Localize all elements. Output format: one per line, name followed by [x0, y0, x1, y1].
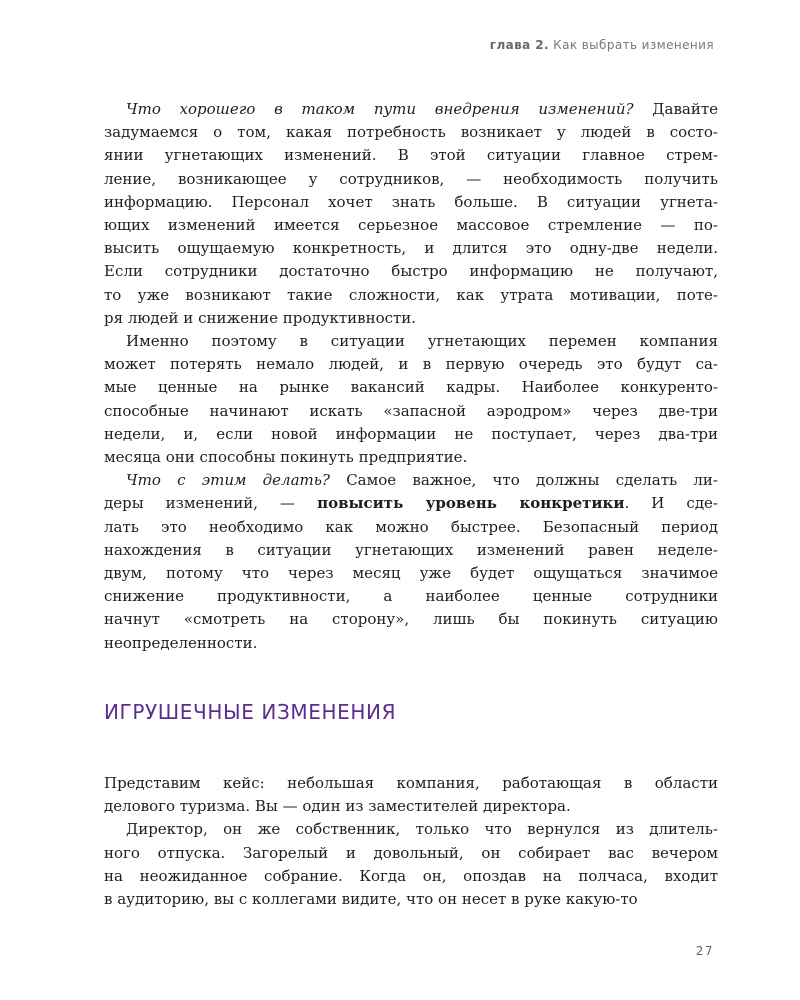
- text-line: [104, 492, 718, 515]
- text-segment: на неожиданное собрание. Когда он, опоздав на полчаса, входит: [104, 866, 718, 885]
- text-line: [104, 168, 718, 191]
- text-line: [104, 446, 718, 469]
- body-text-block-2: [104, 772, 718, 911]
- text-segment: задумаемся о том, какая потребность возникает у людей в состо-: [104, 123, 718, 142]
- text-segment: месяца они способны покинуть предприятие.: [104, 448, 468, 467]
- body-text-block-1: [104, 98, 718, 655]
- text-segment: начнут «смотреть на сторону», лишь бы покинуть ситуацию: [104, 610, 718, 629]
- text-segment: ря людей и снижение продуктивности.: [104, 308, 417, 327]
- text-segment: снижение продуктивности, а наиболее ценные сотрудники: [104, 587, 718, 606]
- text-line: [104, 237, 718, 260]
- text-segment: лать это необходимо как можно быстрее. Безопасный период: [104, 517, 718, 536]
- text-line: [104, 562, 718, 585]
- paragraph: [104, 772, 718, 818]
- running-header: [490, 38, 714, 52]
- text-segment: Именно поэтому в ситуации угнетающих перемен компания: [126, 332, 718, 351]
- text-segment: информацию. Персонал хочет знать больше. В ситуации угнета-: [104, 192, 718, 211]
- text-segment: Директор, он же собственник, только что вернулся из длитель-: [126, 820, 718, 839]
- text-line: [104, 423, 718, 446]
- bold-text: повысить уровень конкретики: [317, 494, 625, 513]
- text-line: [104, 214, 718, 237]
- text-segment: янии угнетающих изменений. В этой ситуации главное стрем-: [104, 146, 718, 165]
- text-line: [104, 772, 718, 795]
- text-segment: нахождения в ситуации угнетающих изменений равен неделе-: [104, 540, 718, 559]
- text-segment: может потерять немало людей, и в первую очередь это будут са-: [104, 355, 718, 374]
- section-heading: ИГРУШЕЧНЫЕ ИЗМЕНЕНИЯ: [104, 700, 397, 724]
- text-segment: ющих изменений имеется серьезное массовое стремление — по-: [104, 216, 718, 235]
- text-line: [104, 353, 718, 376]
- text-segment: Представим кейс: небольшая компания, работающая в области: [104, 774, 718, 792]
- chapter-title: Как выбрать изменения: [553, 38, 714, 52]
- text-line: [104, 330, 718, 353]
- text-line: [104, 632, 718, 655]
- text-segment: ление, возникающее у сотрудников, — необходимость получить: [104, 169, 718, 188]
- text-segment: деры изменений, —: [104, 494, 318, 513]
- text-segment: ного отпуска. Загорелый и довольный, он собирает вас вечером: [104, 843, 718, 862]
- text-segment: мые ценные на рынке вакансий кадры. Наиболее конкуренто-: [104, 378, 718, 397]
- text-line: [104, 585, 718, 608]
- text-segment: Давайте: [633, 100, 718, 118]
- text-segment: недели, и, если новой информации не поступает, через два-три: [104, 424, 718, 443]
- text-segment: . И сде-: [624, 494, 718, 513]
- text-segment: делового туризма. Вы — один из заместителей директора.: [104, 797, 571, 816]
- text-line: [104, 144, 718, 167]
- text-segment: способные начинают искать «запасной аэродром» через две-три: [104, 401, 718, 420]
- text-segment: неопределенности.: [104, 633, 258, 652]
- text-line: [104, 121, 718, 144]
- text-line: [104, 516, 718, 539]
- text-line: [104, 795, 718, 818]
- text-line: [104, 842, 718, 865]
- paragraph: [104, 469, 718, 655]
- italic-text: Что хорошего в таком пути внедрения изменений?: [126, 100, 634, 118]
- paragraph: [104, 98, 718, 330]
- text-segment: двум, потому что через месяц уже будет ощущаться значимое: [104, 564, 718, 583]
- page-number: 27: [695, 944, 714, 958]
- text-line: [104, 888, 718, 911]
- text-line: [104, 284, 718, 307]
- paragraph: [104, 818, 718, 911]
- text-segment: высить ощущаемую конкретность, и длится это одну-две недели.: [104, 239, 718, 258]
- italic-text: Что с этим делать?: [126, 471, 330, 490]
- text-line: [104, 400, 718, 423]
- text-line: [104, 98, 718, 121]
- text-segment: в аудиторию, вы с коллегами видите, что он несет в руке какую-то: [104, 890, 638, 909]
- paragraph: [104, 330, 718, 469]
- text-line: [104, 818, 718, 841]
- text-line: [104, 469, 718, 492]
- chapter-number: глава 2.: [489, 38, 549, 52]
- text-line: [104, 191, 718, 214]
- text-line: [104, 865, 718, 888]
- text-segment: Если сотрудники достаточно быстро информацию не получают,: [104, 262, 718, 281]
- text-segment: Самое важное, что должны сделать ли-: [329, 471, 718, 490]
- text-line: [104, 608, 718, 631]
- text-segment: то уже возникают такие сложности, как утрата мотивации, поте-: [104, 285, 718, 304]
- text-line: [104, 307, 718, 330]
- text-line: [104, 260, 718, 283]
- text-line: [104, 539, 718, 562]
- text-line: [104, 376, 718, 399]
